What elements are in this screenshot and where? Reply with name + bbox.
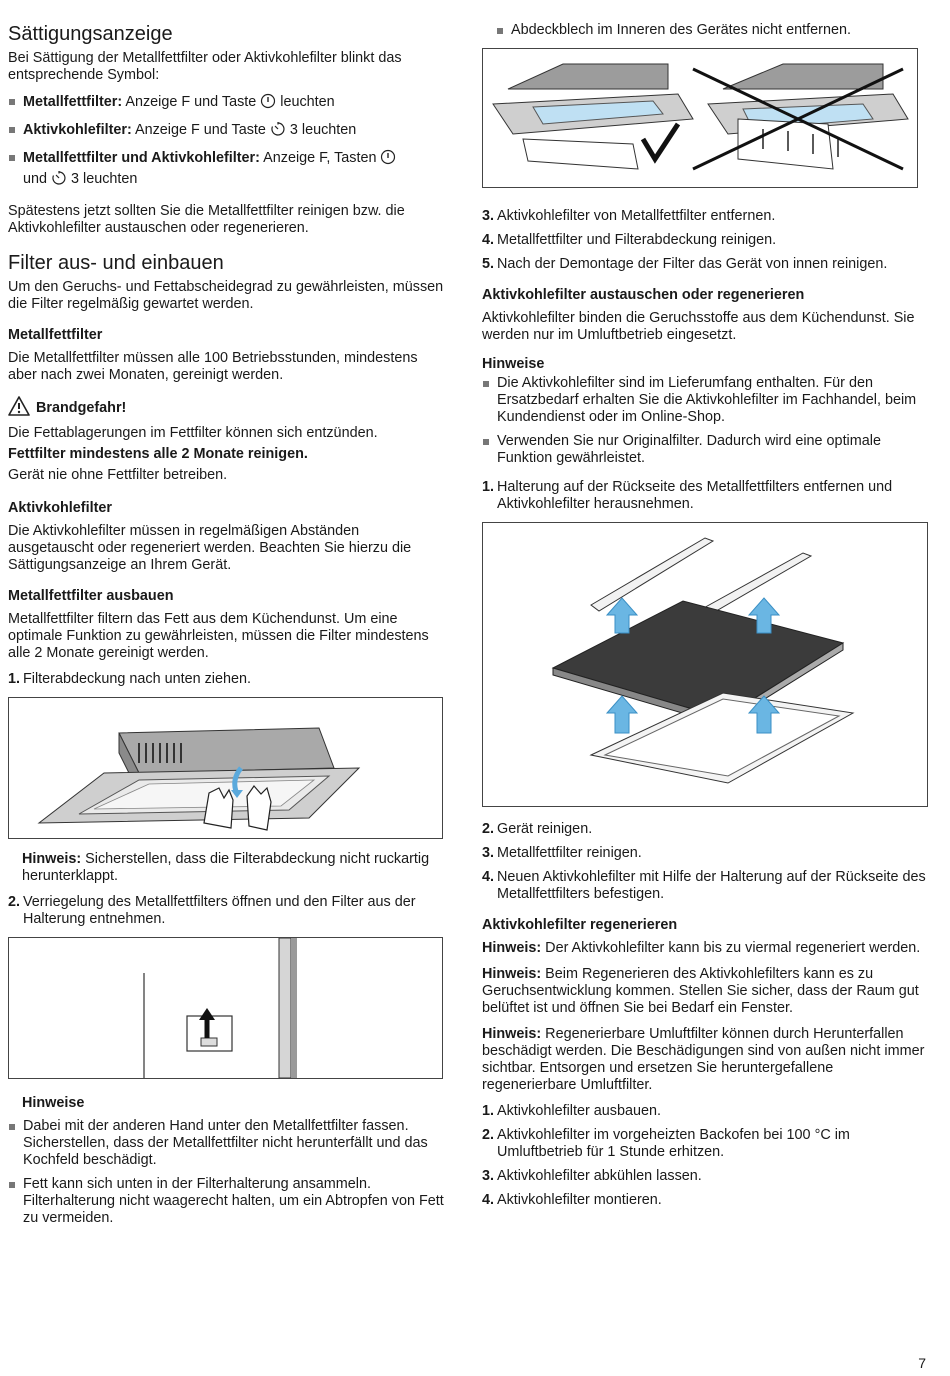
heading-hinweise-left: Hinweise — [22, 1095, 85, 1111]
steps-list — [482, 208, 928, 273]
list-item: 1. Aktivkohlefilter ausbauen. — [482, 1103, 661, 1119]
top-bullet — [482, 22, 928, 39]
list-item: 2. Aktivkohlefilter im vorgeheizten Backofen bei 100 °C im Umluftbetrieb für 1 Stunde erhitzen. — [482, 1127, 850, 1160]
warning — [8, 396, 448, 421]
steps-list — [8, 671, 448, 688]
list-item: Aktivkohlefilter: Anzeige F und Taste 3 leuchten — [8, 121, 448, 142]
warning-icon — [8, 396, 36, 421]
timer-icon — [270, 121, 286, 142]
mf-text: Die Metallfettfilter müssen alle 100 Betriebsstunden, mindestens aber nach zwei Monaten, gereinigt werden. — [8, 350, 418, 383]
saet-intro: Bei Sättigung der Metallfettfilter oder Aktivkohlefilter blinkt das entsprechende Symbol: — [8, 50, 402, 83]
figure-exploded-filter — [482, 522, 928, 807]
figure-latch — [8, 937, 443, 1079]
warn-text-2: Fettfilter mindestens alle 2 Monate reinigen. — [8, 446, 308, 462]
regen-hinweis-3: Hinweis: Regenerierbare Umluftfilter können durch Herunterfallen beschädigt werden. Die Beschädigungen sind von außen nicht immer sichtbar. Entsorgen und ersetzen Sie heruntergefallene regenerierbare Umluftfilter. — [482, 1026, 925, 1093]
list-item: 4. Metallfettfilter und Filterabdeckung reinigen. — [482, 232, 777, 248]
list-item: 2. Gerät reinigen. — [482, 821, 593, 837]
list-item: Metallfettfilter: Anzeige F und Taste leuchten — [8, 93, 448, 114]
steps-list — [8, 894, 448, 928]
warning-label: Brandgefahr! — [36, 400, 127, 416]
left-column — [8, 0, 448, 1236]
heading-filter: Filter aus- und einbauen — [8, 252, 224, 274]
list-item: Fett kann sich unten in der Filterhalterung ansammeln. Filterhalterung nicht waagerecht halten, um ein Abtropfen von Fett zu vermeiden. — [8, 1176, 448, 1227]
list-item: 1. Filterabdeckung nach unten ziehen. — [8, 671, 252, 687]
list-item: 4. Aktivkohlefilter montieren. — [482, 1192, 662, 1208]
regen-hinweis-2: Hinweis: Beim Regenerieren des Aktivkohlefilters kann es zu Geruchsentwicklung kommen. Stellen Sie sicher, dass der Raum gut belüftet ist und öffnen Sie bei Bedarf ein Fenster. — [482, 966, 919, 1016]
heading-aktivkohlefilter: Aktivkohlefilter — [8, 500, 112, 516]
heading-hinweise-right: Hinweise — [482, 356, 545, 372]
power-icon — [260, 93, 276, 114]
warn-text-3: Gerät nie ohne Fettfilter betreiben. — [8, 467, 228, 483]
list-item: Die Aktivkohlefilter sind im Lieferumfang enthalten. Für den Ersatzbedarf erhalten Sie die Aktivkohlefilter im Fachhandel, beim Kundendienst oder im Online-Shop. — [482, 375, 928, 426]
page-number: 7 — [918, 1355, 926, 1371]
list-item: Metallfettfilter und Aktivkohlefilter: Anzeige F, Tasten und 3 leuchten — [8, 149, 448, 191]
filter-intro: Um den Geruchs- und Fettabscheidegrad zu gewährleisten, müssen die Filter regelmäßig gewartet werden. — [8, 279, 444, 312]
list-item: 3. Aktivkohlefilter abkühlen lassen. — [482, 1168, 702, 1184]
steps-list — [482, 1103, 928, 1209]
list-item: 3. Metallfettfilter reinigen. — [482, 845, 642, 861]
steps-list — [482, 821, 928, 903]
power-icon — [380, 149, 396, 170]
regen-hinweis-1: Hinweis: Der Aktivkohlefilter kann bis zu viermal regeneriert werden. — [482, 940, 921, 956]
right-column — [482, 0, 928, 1218]
list-item: Dabei mit der anderen Hand unter den Metallfettfilter fassen. Sicherstellen, dass der Metallfettfilter nicht herunterfällt und das Kochfeld beschädigt. — [8, 1118, 448, 1169]
heading-regenerieren: Aktivkohlefilter regenerieren — [482, 917, 678, 933]
list-item: 2. Verriegelung des Metallfettfilters öffnen und den Filter aus der Halterung entnehmen. — [8, 894, 416, 927]
timer-icon — [51, 170, 67, 191]
saet-outro: Spätestens jetzt sollten Sie die Metallfettfilter reinigen bzw. die Aktivkohlefilter austauschen oder regenerieren. — [8, 203, 405, 236]
figure-cover-plate — [482, 48, 918, 188]
list-item: Abdeckblech im Inneren des Gerätes nicht entfernen. — [496, 22, 928, 39]
list-item: 4. Neuen Aktivkohlefilter mit Hilfe der Halterung auf der Rückseite des Metallfettfilters befestigen. — [482, 869, 926, 902]
heading-metallfettfilter: Metallfettfilter — [8, 327, 103, 343]
list-item: 3. Aktivkohlefilter von Metallfettfilter entfernen. — [482, 208, 776, 224]
list-item: 5. Nach der Demontage der Filter das Gerät von innen reinigen. — [482, 256, 888, 272]
heading-aktivkohle-austauschen: Aktivkohlefilter austauschen oder regenerieren — [482, 287, 805, 303]
aktr-text: Aktivkohlefilter binden die Geruchsstoffe aus dem Küchendunst. Sie werden nur im Umluftbetrieb eingesetzt. — [482, 310, 915, 343]
hinweise-list-left — [8, 1118, 448, 1227]
ak-text: Die Aktivkohlefilter müssen in regelmäßigen Abständen ausgetauscht oder regeneriert werden. Beachten Sie hierzu die Sättigungsanzeige an Ihrem Gerät. — [8, 523, 412, 573]
hinweise-list-right — [482, 375, 928, 467]
steps-list — [482, 479, 928, 513]
heading-metallfettfilter-ausbauen: Metallfettfilter ausbauen — [8, 588, 174, 604]
saet-list — [8, 93, 448, 191]
list-item: 1. Halterung auf der Rückseite des Metallfettfilters entfernen und Aktivkohlefilter herausnehmen. — [482, 479, 893, 512]
heading-saettigungsanzeige: Sättigungsanzeige — [8, 23, 173, 45]
hinweis-ruckartig: Hinweis: Sicherstellen, dass die Filterabdeckung nicht ruckartig herunterklappt. — [22, 851, 430, 884]
list-item: Verwenden Sie nur Originalfilter. Dadurch wird eine optimale Funktion gewährleistet. — [482, 433, 928, 467]
figure-filter-cover — [8, 697, 443, 839]
mfa-text: Metallfettfilter filtern das Fett aus dem Küchendunst. Um eine optimale Funktion zu gewährleisten, müssen die Filter mindestens alle 2 Monate gereinigt werden. — [8, 611, 429, 661]
warn-text-1: Die Fettablagerungen im Fettfilter können sich entzünden. — [8, 425, 378, 441]
